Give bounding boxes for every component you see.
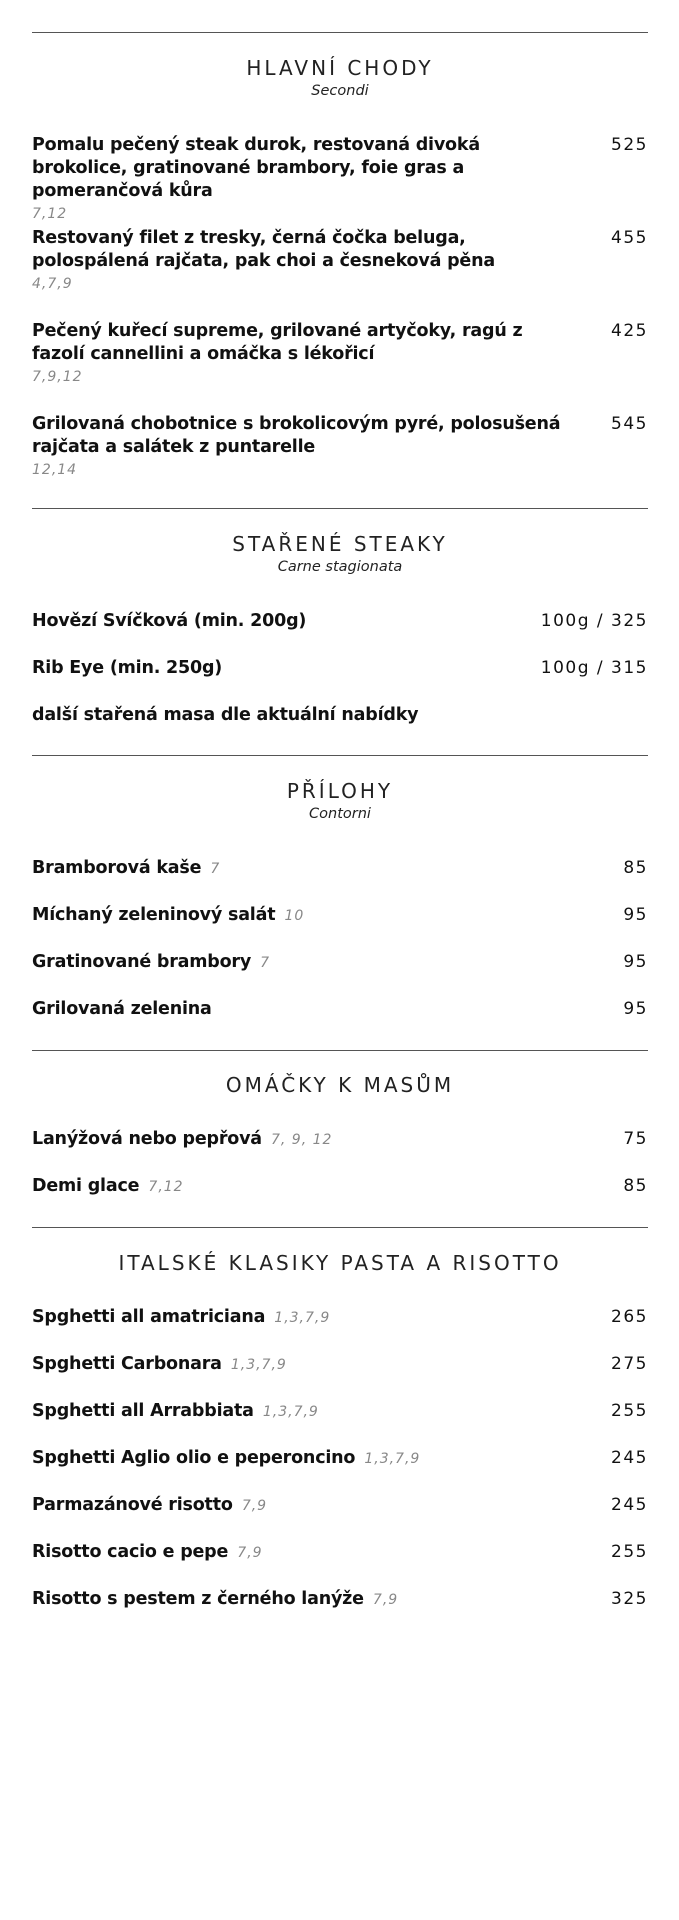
item-name: Restovaný filet z tresky, černá čočka beluga, polospálená rajčata, pak choi a česneková pěna — [32, 228, 495, 271]
item-price: 455 — [611, 228, 648, 248]
menu-item — [32, 134, 648, 223]
menu-item — [32, 1128, 648, 1151]
menu-item — [32, 1541, 648, 1564]
item-price: 245 — [611, 1495, 648, 1515]
item-allergens: 7, 9, 12 — [271, 1132, 333, 1148]
menu-item — [32, 1175, 648, 1198]
section-divider — [32, 508, 648, 509]
item-allergens: 7,9 — [372, 1592, 399, 1608]
item-allergens: 7 — [210, 861, 221, 877]
item-name: Bramborová kaše — [32, 858, 202, 878]
item-allergens: 7,12 — [32, 206, 68, 222]
item-price: 100g / 325 — [540, 611, 648, 631]
item-name: Pomalu pečený steak durok, restovaná divoká brokolice, gratinované brambory, foie gras a pomerančová kůra — [32, 135, 480, 201]
item-name: Rib Eye (min. 250g) — [32, 658, 223, 678]
item-name: Spghetti Carbonara — [32, 1354, 222, 1374]
item-price: 75 — [623, 1129, 648, 1149]
section-title-steaks: STAŘENÉ STEAKY — [232, 532, 448, 556]
section-title-sides: PŘÍLOHY — [286, 779, 394, 803]
menu-item — [32, 227, 648, 293]
menu-item — [32, 1588, 648, 1611]
item-name: Risotto cacio e pepe — [32, 1542, 229, 1562]
item-allergens: 4,7,9 — [32, 276, 73, 292]
item-allergens: 10 — [284, 908, 305, 924]
item-name: Spghetti all amatriciana — [32, 1307, 266, 1327]
menu-item — [32, 998, 648, 1021]
item-name: Gratinované brambory — [32, 952, 252, 972]
item-name: Lanýžová nebo pepřová — [32, 1129, 262, 1149]
section-title-pasta: ITALSKÉ KLASIKY PASTA A RISOTTO — [118, 1251, 562, 1275]
section-divider — [32, 1050, 648, 1051]
item-name: další stařená masa dle aktuální nabídky — [32, 705, 419, 725]
item-allergens: 7,9 — [237, 1545, 263, 1561]
item-price: 85 — [623, 1176, 648, 1196]
item-name: Hovězí Svíčková (min. 200g) — [32, 611, 307, 631]
item-price: 95 — [623, 952, 648, 972]
menu-item — [32, 951, 648, 974]
menu-item — [32, 1494, 648, 1517]
item-name: Pečený kuřecí supreme, grilované artyčoky, ragú z fazolí cannellini a omáčka s lékořicí — [32, 321, 523, 364]
item-allergens: 7,9 — [241, 1498, 268, 1514]
item-name: Míchaný zeleninový salát — [32, 905, 276, 925]
menu-item — [32, 704, 648, 727]
menu-item — [32, 413, 648, 479]
item-name: Spghetti Aglio olio e peperoncino — [32, 1448, 356, 1468]
item-name: Grilovaná chobotnice s brokolicovým pyré, polosušená rajčata a salátek z puntarelle — [32, 414, 561, 457]
item-allergens: 7,9,12 — [32, 369, 83, 385]
menu-item — [32, 1306, 648, 1329]
item-price: 255 — [611, 1401, 648, 1421]
item-allergens: 7,12 — [148, 1179, 184, 1195]
item-price: 425 — [611, 321, 648, 341]
item-price: 275 — [611, 1354, 648, 1374]
menu-item — [32, 1447, 648, 1470]
item-price: 545 — [611, 414, 648, 434]
item-name: Parmazánové risotto — [32, 1495, 233, 1515]
menu-item — [32, 904, 648, 927]
item-price: 325 — [611, 1589, 648, 1609]
item-allergens: 1,3,7,9 — [364, 1451, 421, 1467]
item-name: Risotto s pestem z černého lanýže — [32, 1589, 364, 1609]
section-divider — [32, 1227, 648, 1228]
menu-item — [32, 857, 648, 880]
item-allergens: 1,3,7,9 — [262, 1404, 319, 1420]
item-price: 265 — [611, 1307, 648, 1327]
section-title-mains: HLAVNÍ CHODY — [246, 56, 434, 80]
section-title-sauces: OMÁČKY K MASŮM — [225, 1073, 455, 1097]
item-price: 85 — [623, 858, 648, 878]
section-divider — [32, 755, 648, 756]
item-allergens: 1,3,7,9 — [230, 1357, 287, 1373]
item-allergens: 7 — [260, 955, 271, 971]
menu-item — [32, 610, 648, 633]
item-allergens: 12,14 — [32, 462, 78, 478]
item-price: 255 — [611, 1542, 648, 1562]
menu-item — [32, 320, 648, 386]
section-subtitle-steaks: Carne stagionata — [277, 559, 403, 575]
item-allergens: 1,3,7,9 — [274, 1310, 331, 1326]
section-subtitle-mains: Secondi — [311, 83, 369, 99]
menu-item — [32, 657, 648, 680]
item-name: Demi glace — [32, 1176, 140, 1196]
section-divider — [32, 32, 648, 33]
item-price: 525 — [611, 135, 648, 155]
section-subtitle-sides: Contorni — [309, 806, 371, 822]
item-name: Grilovaná zelenina — [32, 999, 212, 1019]
item-price: 95 — [623, 905, 648, 925]
item-name: Spghetti all Arrabbiata — [32, 1401, 254, 1421]
item-price: 95 — [623, 999, 648, 1019]
menu-item — [32, 1400, 648, 1423]
menu-item — [32, 1353, 648, 1376]
item-price: 100g / 315 — [540, 658, 648, 678]
item-price: 245 — [611, 1448, 648, 1468]
